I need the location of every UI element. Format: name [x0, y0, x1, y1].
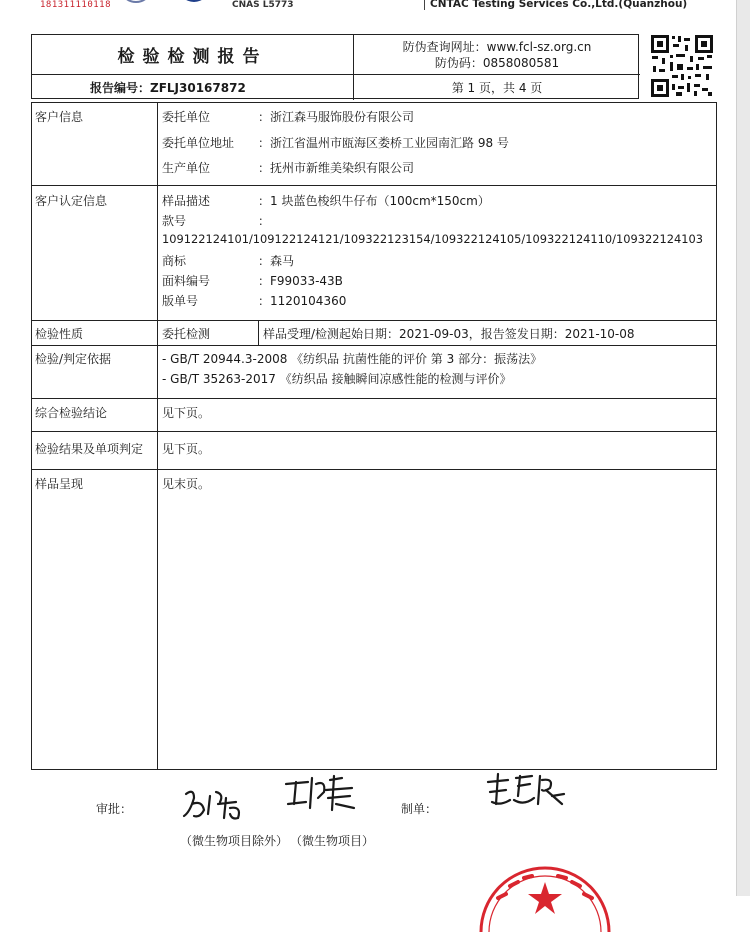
section-results: 检验结果及单项判定 — [35, 442, 144, 456]
report-header — [31, 34, 639, 99]
section-sample: 客户认定信息 — [35, 194, 108, 208]
row-divider — [32, 320, 716, 321]
anti-fake-info — [354, 35, 640, 75]
desc-label: 样品描述 — [162, 194, 211, 208]
section-presentation: 样品呈现 — [35, 477, 84, 491]
style-value: 109122124101/109122124121/109322123154/109322124105/109322124110/109322124103 — [162, 232, 703, 246]
approve-label: 审批： — [96, 802, 133, 816]
official-seal-icon — [470, 852, 620, 932]
basis-line-2: - GB/T 35263-2017 《纺织品 接触瞬间凉感性能的检测与评价》 — [162, 372, 512, 386]
row-divider — [32, 431, 716, 432]
nature-divider — [258, 320, 259, 345]
section-client: 客户信息 — [35, 110, 84, 124]
results-value: 见下页。 — [162, 442, 211, 456]
brand-label: 商标 — [162, 254, 187, 268]
fabric-label: 面料编号 — [162, 274, 211, 288]
nature-dates: 样品受理/检测起始日期：2021-09-03，报告签发日期：2021-10-08 — [263, 327, 635, 341]
entrusting-value: ：浙江森马服饰股份有限公司 — [258, 110, 415, 124]
divider — [424, 0, 425, 10]
page-edge — [736, 0, 750, 896]
entrusting-label: 委托单位 — [162, 110, 211, 124]
qr-code-icon[interactable] — [650, 34, 714, 98]
report-number: 报告编号：ZFLJ30167872 — [32, 75, 354, 100]
style-label: 款号 — [162, 214, 187, 228]
signature-approver-2 — [282, 774, 358, 816]
version-label: 版单号 — [162, 294, 199, 308]
accreditation-logo-icon — [118, 0, 154, 8]
anti-fake-url: 防伪查询网址：www.fcl-sz.org.cn — [402, 40, 592, 54]
row-divider — [32, 469, 716, 470]
column-divider — [157, 103, 158, 769]
report-title: 检验检测报告 — [32, 35, 354, 75]
section-nature: 检验性质 — [35, 327, 84, 341]
signature-preparer — [484, 770, 568, 810]
prepare-label: 制单： — [401, 802, 438, 816]
version-value: ：1120104360 — [258, 294, 347, 308]
cert-number: 181311110118 — [40, 0, 112, 10]
brand-value: ：森马 — [258, 254, 295, 268]
address-value: ：浙江省温州市瓯海区娄桥工业园南汇路 98 号 — [258, 136, 509, 150]
desc-value: ：1 块蓝色梭织牛仔布（100cm*150cm） — [258, 194, 490, 208]
row-divider — [32, 345, 716, 346]
fabric-value: ：F99033-43B — [258, 274, 343, 288]
company-name: CNTAC Testing Services Co.,Ltd.(Quanzhou) — [430, 0, 688, 10]
conclusion-value: 见下页。 — [162, 406, 211, 420]
anti-fake-code: 防伪码：0858080581 — [434, 56, 560, 70]
producer-label: 生产单位 — [162, 161, 211, 175]
ilac-logo-icon — [370, 0, 406, 8]
basis-line-1: - GB/T 20944.3-2008 《纺织品 抗菌性能的评价 第 3 部分：振荡法》 — [162, 352, 543, 366]
row-divider — [32, 185, 716, 186]
signature-approver-1 — [180, 786, 260, 822]
note-1: （微生物项目除外） — [180, 834, 289, 848]
cnas-number: CNAS L5773 — [232, 0, 294, 10]
cma-logo-icon — [176, 0, 212, 8]
style-colon: ： — [258, 214, 271, 228]
producer-value: ：抚州市新维美染织有限公司 — [258, 161, 415, 175]
report-table — [31, 102, 717, 770]
address-label: 委托单位地址 — [162, 136, 235, 150]
section-conclusion: 综合检验结论 — [35, 406, 108, 420]
nature-value: 委托检测 — [162, 327, 211, 341]
page-info: 第 1 页，共 4 页 — [451, 81, 543, 95]
note-2: （微生物项目） — [290, 834, 375, 848]
presentation-value: 见末页。 — [162, 477, 211, 491]
row-divider — [32, 398, 716, 399]
section-basis: 检验/判定依据 — [35, 352, 112, 366]
